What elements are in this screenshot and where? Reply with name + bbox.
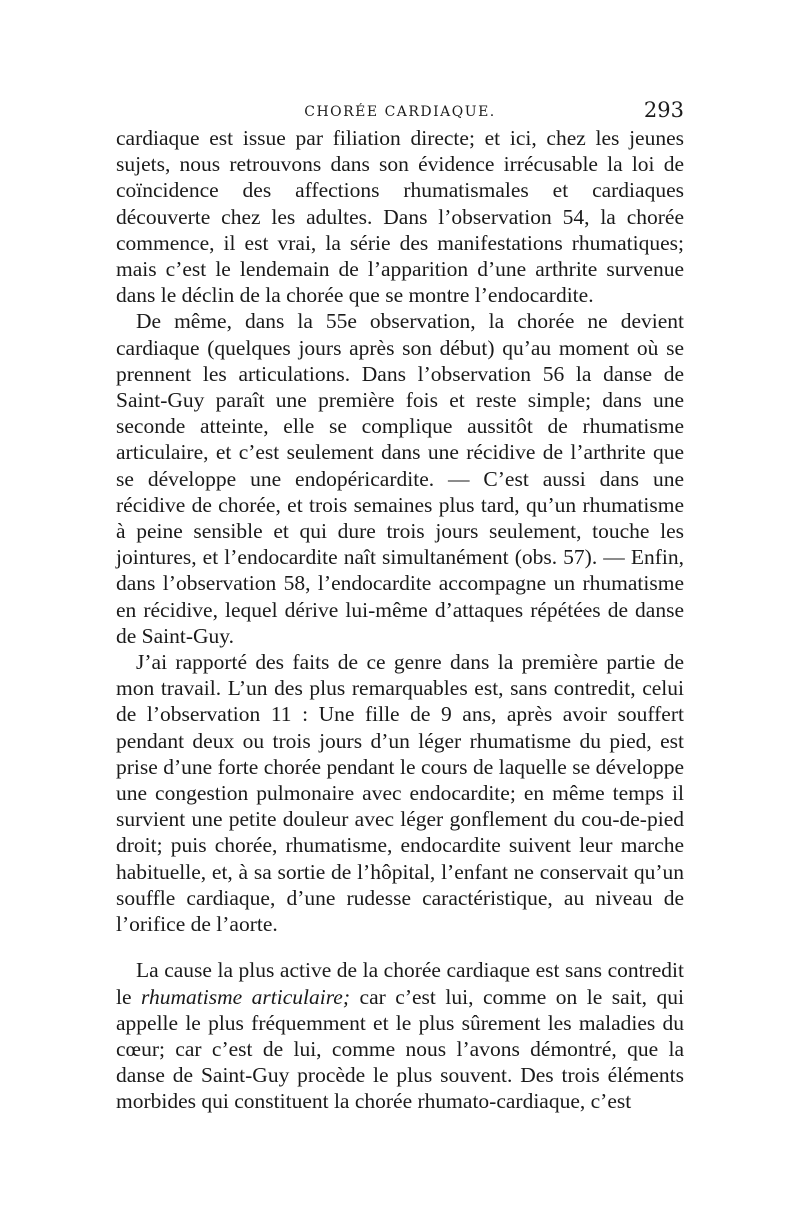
page-number: 293 — [643, 98, 684, 122]
italic-term: rhumatisme articulaire; — [141, 984, 351, 1009]
paragraph-cause-start: La cause la plus active de la chorée cardiaque est sans contredit le — [116, 958, 684, 1009]
page-header — [116, 98, 684, 122]
paragraph-cause-end: car c’est lui, comme on le sait, qui appelle le plus fréquemment et le plus sûrement les maladies du cœur; car c’est de lui, comme nous l’avons démontré, que la danse de Saint-Guy procède le plus souvent. Des trois éléments morbides qui constituent la chorée rhumato-cardiaque, c’est — [116, 984, 684, 1114]
paragraph-cause — [116, 957, 684, 1114]
running-title: CHORÉE CARDIAQUE. — [304, 104, 496, 120]
body-text — [116, 125, 684, 1115]
section-gap — [116, 937, 684, 957]
paragraph-case-report: J’ai rapporté des faits de ce genre dans la première partie de mon travail. L’un des plus remarquables est, sans contredit, celui de l’observation 11 : Une fille de 9 ans, après avoir souffert pendant deux ou trois jours d’un léger rhumatisme du pied, est prise d’une forte chorée pendant le cours de laquelle se développe une congestion pulmonaire avec endocardite; en même temps il survient une petite douleur avec léger gonflement du cou-de-pied droit; puis chorée, rhumatisme, endocardite suivent leur marche habituelle, et, à sa sortie de l’hôpital, l’enfant ne conservait qu’un souffle cardiaque, d’une rudesse caractéristique, au niveau de l’orifice de l’aorte. — [116, 650, 684, 937]
paragraph-observations: De même, dans la 55e observation, la chorée ne devient cardiaque (quelques jours après son début) qu’au moment où se prennent les articulations. Dans l’observation 56 la danse de Saint-Guy paraît une première fois et reste simple; dans une seconde atteinte, elle se complique aussitôt de rhumatisme articulaire, et c’est seulement dans une récidive de l’arthrite que se développe une endopéricardite. — C’est aussi dans une récidive de chorée, et trois semaines plus tard, qu’un rhumatisme à peine sensible et qui dure trois jours seulement, touche les jointures, et l’endocardite naît simultanément (obs. 57). — Enfin, dans l’observation 58, l’endocardite accompagne un rhumatisme en récidive, lequel dérive lui-même d’attaques répétées de danse de Saint-Guy. — [116, 309, 684, 648]
paragraph-continuation: cardiaque est issue par filiation directe; et ici, chez les jeunes sujets, nous retrouvons dans son évidence irrécusable la loi de coïncidence des affections rhumatismales et cardiaques découverte chez les adultes. Dans l’observation 54, la chorée commence, il est vrai, la série des manifestations rhumatiques; mais c’est le lendemain de l’apparition d’une arthrite survenue dans le déclin de la chorée que se montre l’endocardite. — [116, 126, 684, 308]
